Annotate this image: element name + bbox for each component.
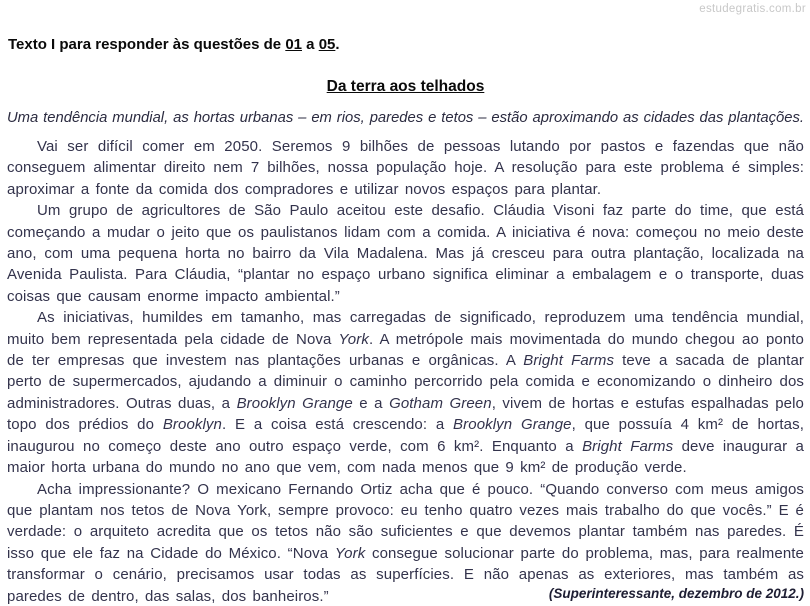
article-body: [7, 136, 804, 606]
watermark-site-name: estudegratis.com.br: [699, 3, 806, 15]
article-paragraph-2: Um grupo de agricultores de São Paulo aceitou este desafio. Cláudia Visoni faz parte do time, que está começando a mudar o jeito que os paulistanos lidam com a comida. A iniciativa é nova: começou no meio deste ano, com uma pequena horta no bairro da Vila Madalena. Mas já cresceu para outra plantação, localizada na Avenida Paulista. Para Cláudia, “plantar no espaço urbano significa eliminar a embalagem e o transporte, duas coisas que causam enorme impacto ambiental.”: [7, 202, 804, 305]
article-paragraph-3: As iniciativas, humildes em tamanho, mas carregadas de significado, reproduzem uma tendência mundial, muito bem representada pela cidade de Nova York. A metrópole mais movimentada do mundo chegou ao ponto de ter empresas que investem nas plantações urbanas e orgânicas. A Bright Farms teve a sacada de plantar perto de supermercados, ajudando a diminuir o caminho percorrido pela comida e economizando o dinheiro dos administradores. Outras duas, a Brooklyn Grange e a Gotham Green, vivem de hortas e estufas espalhadas pelo topo dos prédios do Brooklyn. E a coisa está crescendo: a Brooklyn Grange, que possuía 4 km² de hortas, inaugurou no começo deste ano outro espaço verde, com 6 km². Enquanto a Bright Farms deve inaugurar a maior horta urbana do mundo no ano que vem, com nada menos que 9 km² de produção verde.: [7, 309, 804, 477]
article-paragraph-4: Acha impressionante? O mexicano Fernando Ortiz acha que é pouco. “Quando converso com meus amigos que plantam nos tetos de Nova York, sempre provoco: eu tenho quatro vezes mais trabalho do que vocês.” E é verdade: o arquiteto acredita que os tetos não são suficientes e que devemos plantar também nas paredes. É isso que ele faz na Cidade do México. “Nova York consegue solucionar parte do problema, mas, para realmente transformar o cenário, precisamos usar todas as superfícies. E não apenas as exteriores, mas também as paredes de dentro, das salas, dos banheiros.”: [7, 480, 804, 605]
source-attribution: (Superinteressante, dezembro de 2012.): [548, 586, 804, 601]
instruction-line: Texto I para responder às questões de 01 a 05.: [8, 36, 340, 53]
text-title: Da terra aos telhados: [326, 78, 485, 95]
text-subtitle: Uma tendência mundial, as hortas urbanas – em rios, paredes e tetos – estão aproximando as cidades das plantações.: [7, 110, 804, 126]
article-paragraph-1: Vai ser difícil comer em 2050. Seremos 9 bilhões de pessoas lutando por pastos e fazendas que não conseguem alimentar direito nem 7 bilhões, nossa população hoje. A resolução para este problema é simples: aproximar a fonte da comida dos compradores e utilizar novos espaços para plantar.: [7, 138, 804, 198]
